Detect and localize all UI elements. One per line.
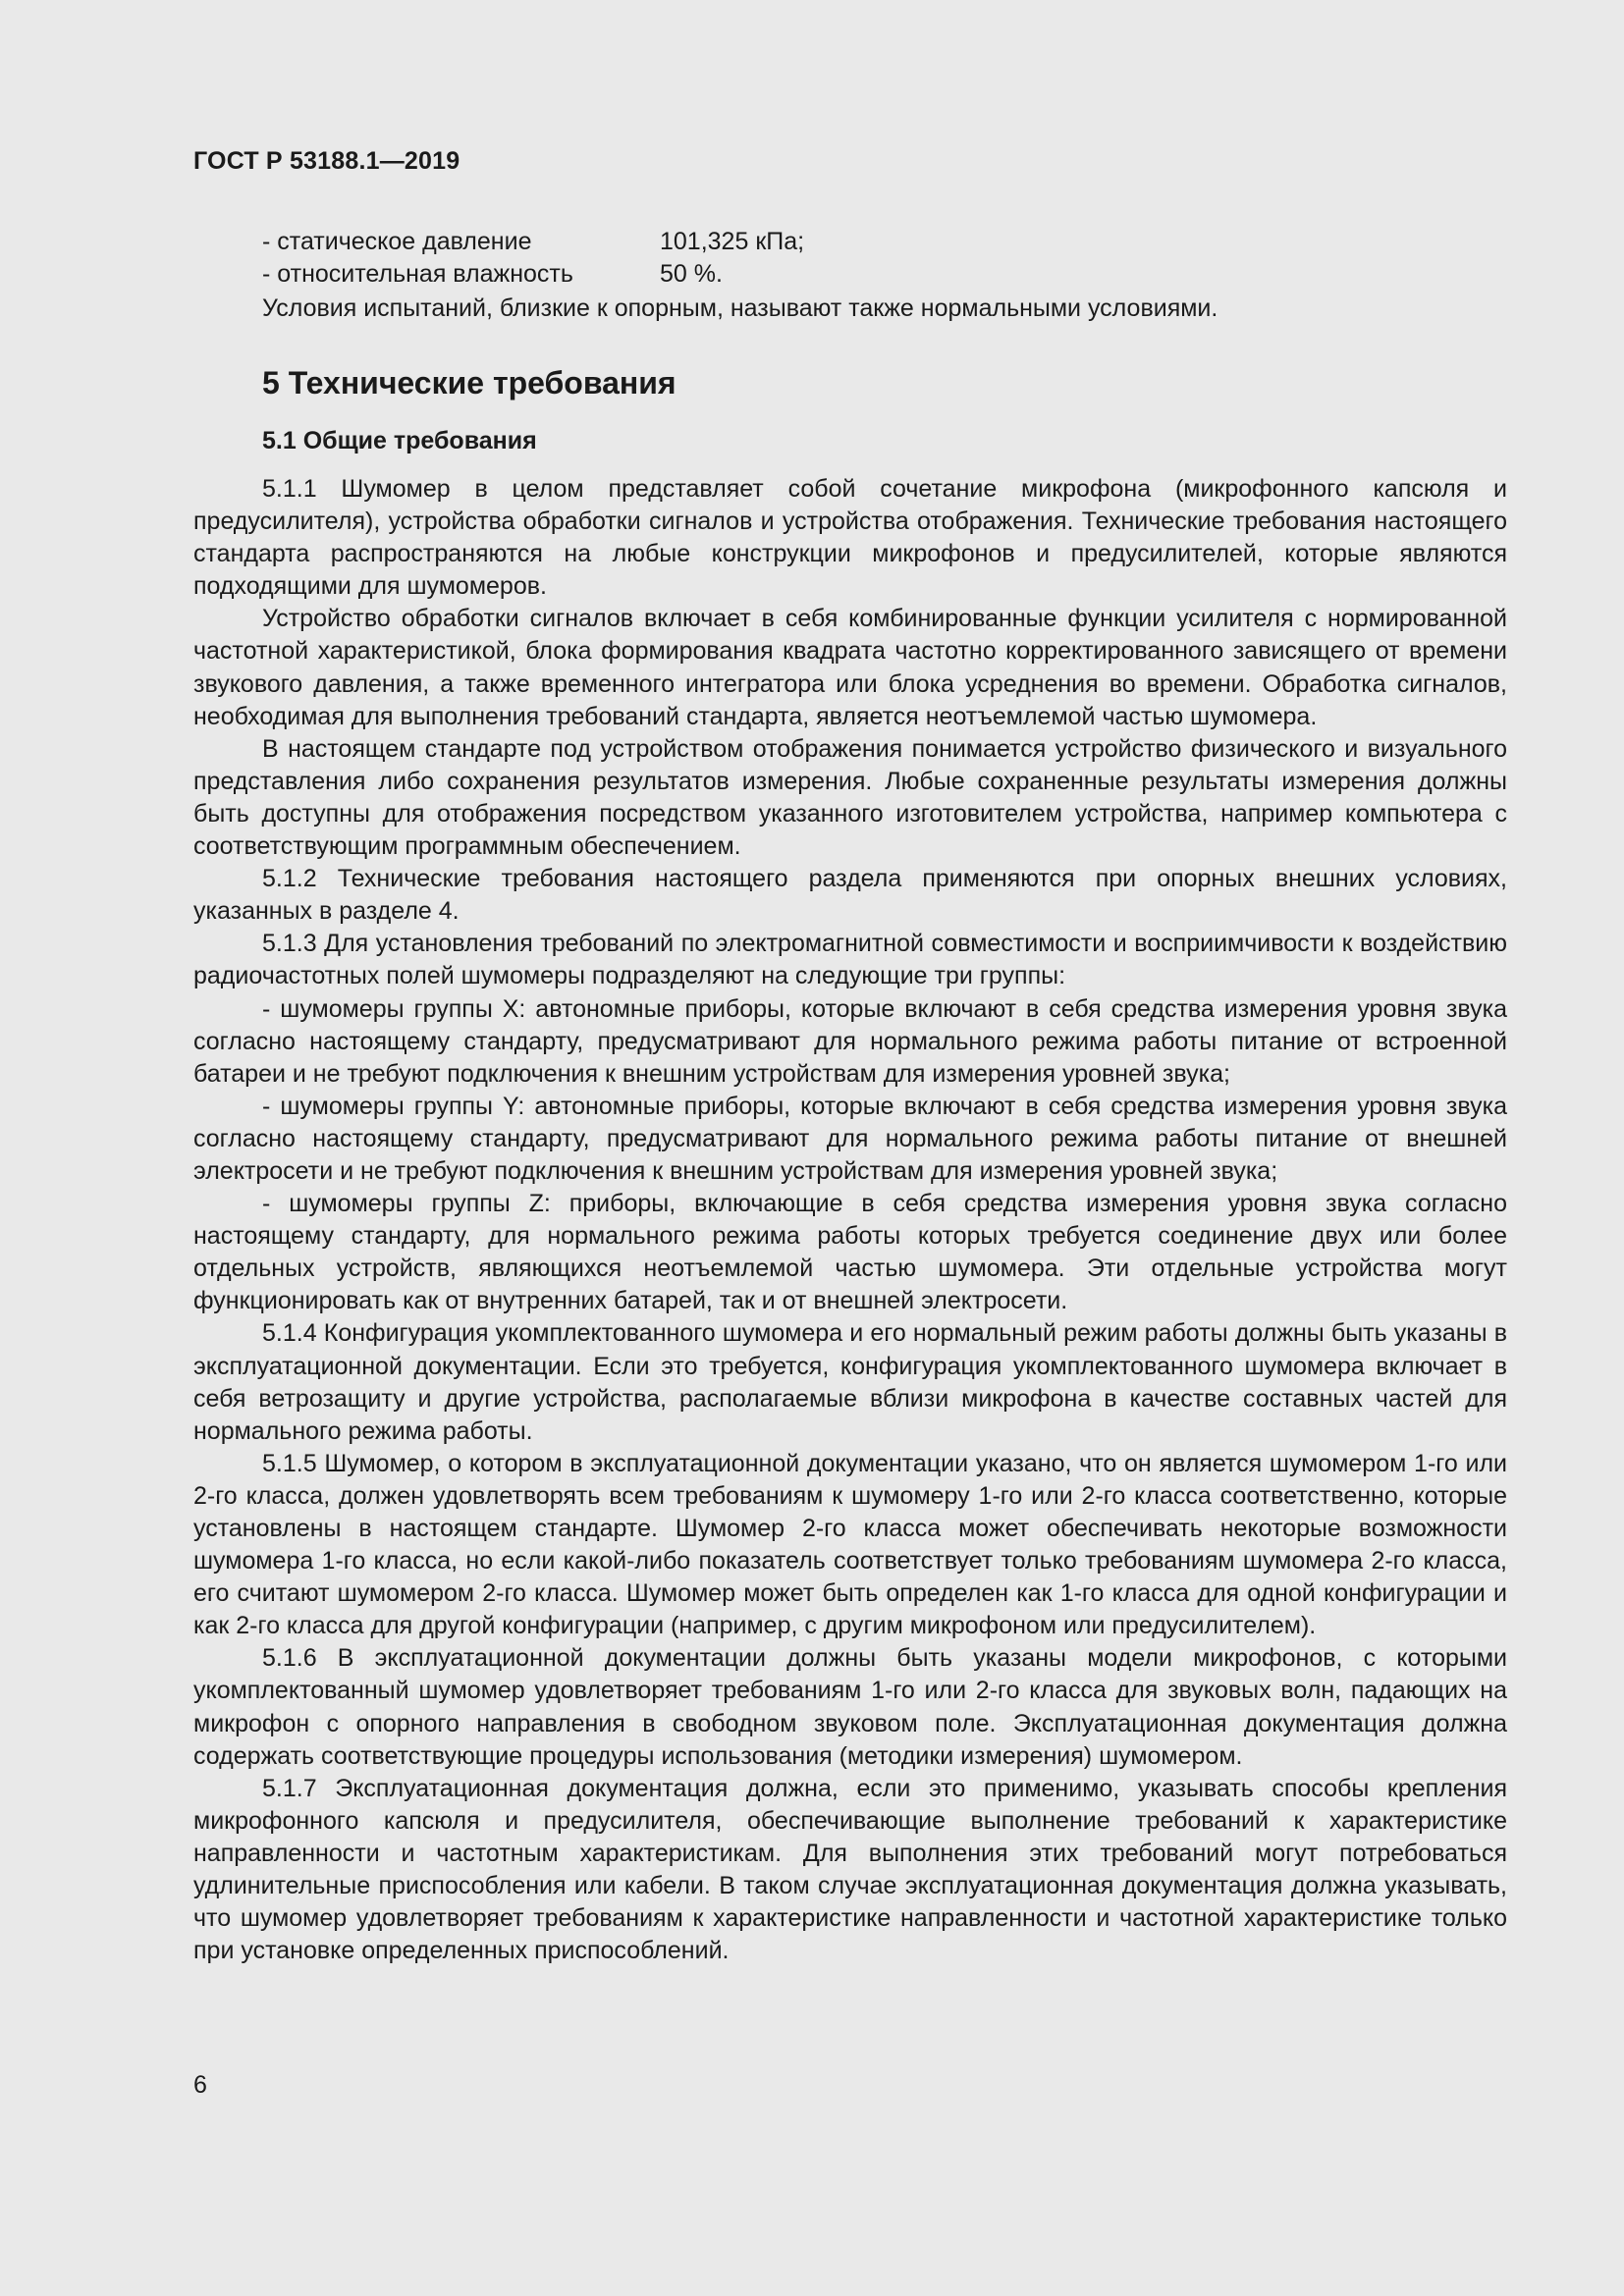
page-number: 6 — [193, 2071, 207, 2099]
body-text — [193, 473, 1507, 1967]
paragraph: Устройство обработки сигналов включает в себя комбинированные функции усилителя с нормированной частотной характеристикой, блока формирования квадрата частотно корректированного зависящего от времени звукового давления, а также временного интегратора или блока усреднения во времени. Обработка сигналов, необходимая для выполнения требований стандарта, является неотъемлемой частью шумомера. — [193, 605, 1507, 730]
paragraph: 5.1.7 Эксплуатационная документация должна, если это применимо, указывать способы крепления микрофонного капсюля и предусилителя, обеспечивающие выполнение требований к характеристике направленности и частотным характеристикам. Для выполнения этих требований могут потребоваться удлинительные приспособления или кабели. В таком случае эксплуатационная документация должна указывать, что шумомер удовлетворяет требованиям к характеристике направленности и частотной характеристике только при установке определенных приспособлений. — [193, 1774, 1507, 1965]
condition-name: - относительная влажность — [262, 260, 573, 288]
condition-row — [262, 226, 804, 258]
condition-name: - статическое давление — [262, 228, 532, 255]
section-title: 5 Технические требования — [262, 365, 677, 400]
paragraph: 5.1.1 Шумомер в целом представляет собой сочетание микрофона (микрофонного капсюля и предусилителя), устройства обработки сигналов и устройства отображения. Технические требования настоящего стандарта распространяются на любые конструкции микрофонов и предусилителей, которые являются подходящими для шумомеров. — [193, 475, 1507, 601]
paragraph: 5.1.6 В эксплуатационной документации должны быть указаны модели микрофонов, с которыми укомплектованный шумомер удовлетворяет требованиям 1-го или 2-го класса для звуковых волн, падающих на микрофон с опорного направления в свободном звуковом поле. Эксплуатационная документация должна содержать соответствующие процедуры использования (методики измерения) шумомером. — [193, 1644, 1507, 1770]
list-item: - шумомеры группы Z: приборы, включающие в себя средства измерения уровня звука согласно настоящему стандарту, для нормального режима работы которых требуется соединение двух или более отдельных устройств, являющихся неотъемлемой частью шумомера. Эти отдельные устройства могут функционировать как от внутренних батарей, так и от внешней электросети. — [193, 1190, 1507, 1315]
paragraph: 5.1.3 Для установления требований по электромагнитной совместимости и восприимчивости к воздействию радиочастотных полей шумомеры подразделяют на следующие три группы: — [193, 930, 1507, 990]
list-item: - шумомеры группы X: автономные приборы, которые включают в себя средства измерения уровня звука согласно настоящему стандарту, предусматривают для нормального режима работы питание от встроенной батареи и не требуют подключения к внешним устройствам для измерения уровней звука; — [193, 994, 1507, 1088]
document-header: ГОСТ Р 53188.1—2019 — [193, 147, 460, 175]
paragraph: 5.1.5 Шумомер, о котором в эксплуатационной документации указано, что он является шумомером 1-го или 2-го класса, должен удовлетворять всем требованиям к шумомеру 1-го или 2-го класса соответственно, которые установлены в настоящем стандарте. Шумомер 2-го класса может обеспечивать некоторые возможности шумомера 1-го класса, но если какой-либо показатель соответствует только требованиям шумомера 2-го класса, его считают шумомером 2-го класса. Шумомер может быть определен как 1-го класса для одной конфигурации и как 2-го класса для другой конфигурации (например, с другим микрофоном или предусилителем). — [193, 1449, 1507, 1640]
paragraph: В настоящем стандарте под устройством отображения понимается устройство физического и визуального представления либо сохранения результатов измерения. Любые сохраненные результаты измерения должны быть доступны для отображения посредством указанного изготовителем устройства, например компьютера с соответствующим программным обеспечением. — [193, 734, 1507, 861]
conditions-list — [262, 226, 804, 291]
condition-row — [262, 258, 804, 291]
paragraph: 5.1.4 Конфигурация укомплектованного шумомера и его нормальный режим работы должны быть указаны в эксплуатационной документации. Если это требуется, конфигурация укомплектованного шумомера включает в себя ветрозащиту и другие устройства, располагаемые вблизи микрофона в качестве составных частей для нормального режима работы. — [193, 1319, 1507, 1445]
subsection-title: 5.1 Общие требования — [262, 427, 537, 454]
condition-value: 50 %. — [660, 260, 723, 288]
paragraph: 5.1.2 Технические требования настоящего раздела применяются при опорных внешних условиях, указанных в разделе 4. — [193, 865, 1507, 926]
condition-value: 101,325 кПа; — [660, 228, 805, 255]
conditions-note: Условия испытаний, близкие к опорным, называют также нормальными условиями. — [262, 294, 1218, 322]
list-item: - шумомеры группы Y: автономные приборы, которые включают в себя средства измерения уровня звука согласно настоящему стандарту, предусматривают для нормального режима работы питание от внешней электросети и не требуют подключения к внешним устройствам для измерения уровней звука; — [193, 1092, 1507, 1185]
